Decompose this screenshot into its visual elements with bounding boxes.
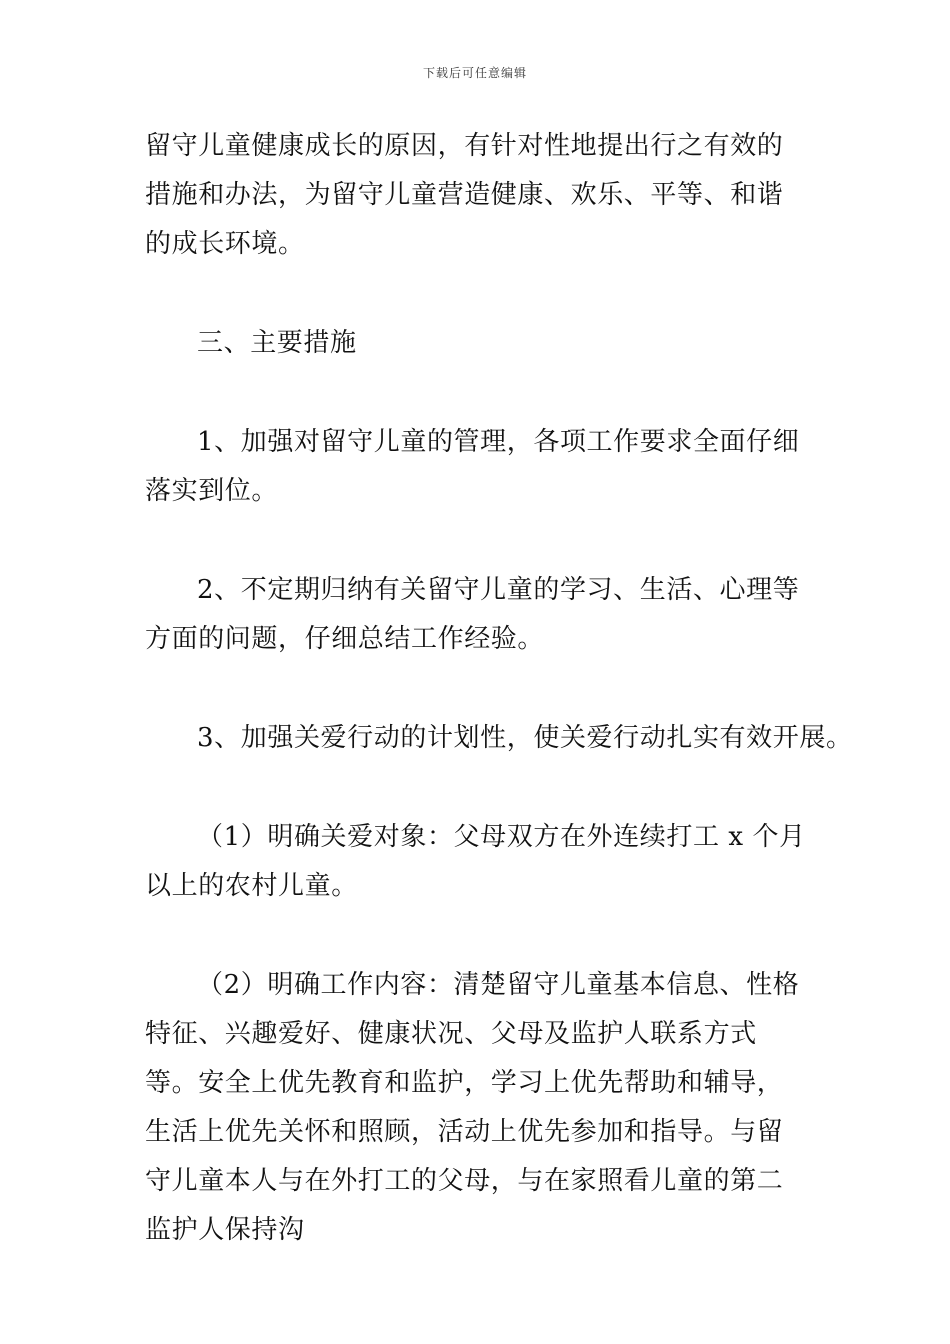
paragraph-gap xyxy=(145,368,809,418)
paragraph-gap xyxy=(145,911,809,961)
paragraph-subitem-2: （2）明确工作内容：清楚留守儿童基本信息、性格特征、兴趣爱好、健康状况、父母及监护人联系方式等。安全上优先教育和监护，学习上优先帮助和辅导，生活上优先关怀和照顾，活动上优先参加和指导。与留守儿童本人与在外打工的父母，与在家照看儿童的第二监护人保持沟 xyxy=(145,970,800,1245)
paragraph-item-1: 1、加强对留守儿童的管理，各项工作要求全面仔细落实到位。 xyxy=(145,427,800,506)
paragraph-subitem-1: （1）明确关爱对象：父母双方在外连续打工 x 个月以上的农村儿童。 xyxy=(145,822,806,901)
section-heading: 三、主要措施 xyxy=(197,328,357,358)
document-body xyxy=(145,122,853,1255)
paragraph-item-2: 2、不定期归纳有关留守儿童的学习、生活、心理等方面的问题，仔细总结工作经验。 xyxy=(145,575,800,654)
paragraph-item-3: 3、加强关爱行动的计划性，使关爱行动扎实有效开展。 xyxy=(197,723,853,753)
paragraph-gap xyxy=(145,269,809,319)
paragraph-gap xyxy=(145,664,809,714)
paragraph-gap xyxy=(145,516,809,566)
paragraph-gap xyxy=(145,763,809,813)
paragraph-continuation: 留守儿童健康成长的原因，有针对性地提出行之有效的措施和办法，为留守儿童营造健康、欢乐、平等、和谐的成长环境。 xyxy=(145,131,784,259)
page-header-note: 下载后可任意编辑 xyxy=(422,66,527,80)
